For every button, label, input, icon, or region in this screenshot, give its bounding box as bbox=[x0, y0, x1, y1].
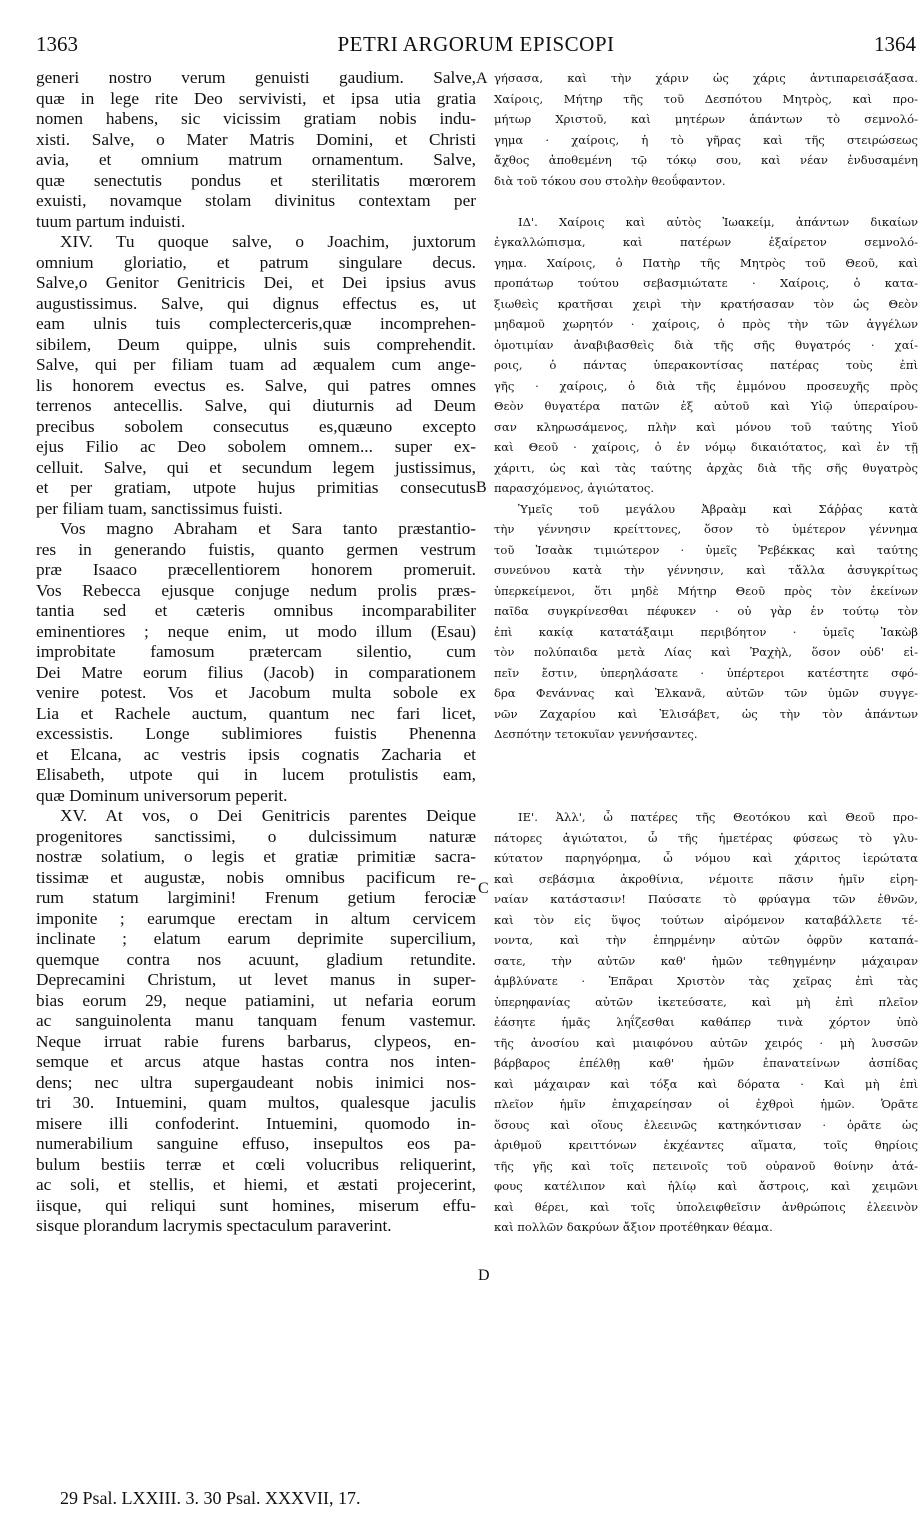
text-line: ὅσους καὶ οἵους ἐλεεινῶς κατηκόντισαν · ὁρᾶτε ὡς bbox=[494, 1117, 918, 1132]
text-line: γημα · χαίροις, ἡ τὸ γῆρας καὶ τῆς στειρώσεως bbox=[494, 132, 918, 147]
text-line: βάρβαρος ἐπέλθῃ καθ' ἡμῶν ἐπανατείνων ἀσπίδας bbox=[494, 1056, 918, 1070]
text-line: κύτατον παρηγόρημα, ὦ νόμου καὶ χάριτος ἱερώτατα bbox=[494, 851, 918, 865]
text-line: sisque plorandum lacrymis spectaculum paraverint. bbox=[36, 1216, 392, 1235]
text-line: φους κατέλιπον καὶ ἡλίῳ καὶ ἄστροις, καὶ χειμῶνι bbox=[494, 1179, 918, 1193]
text-line: per filiam tuam, sanctissimus fuisti. bbox=[36, 498, 283, 518]
text-line: semque et arcus atque hastas contra nos inten- bbox=[36, 1052, 476, 1071]
page-number-left: 1363 bbox=[36, 32, 78, 56]
latin-column bbox=[36, 68, 476, 1237]
text-line: καὶ τὸν εἰς ὕψος τούτων αἰρόμενον καταβάλλετε τέ- bbox=[494, 912, 918, 927]
text-line: Vos magno Abraham et Sara tanto præstantio- bbox=[60, 519, 476, 538]
margin-marker-b: B bbox=[476, 479, 487, 496]
greek-paragraph bbox=[494, 68, 918, 191]
text-line: καὶ μάχαιραν καὶ τόξα καὶ δόρατα · Καὶ μὴ ἐπὶ bbox=[494, 1076, 918, 1091]
text-line: καὶ θέρει, καὶ τοῖς ὑπολειφθεῖσιν ἀνθρώποις ἐλεεινὸν bbox=[494, 1199, 918, 1214]
text-line: eam ulnis tuis complecterceris,quæ incomprehen- bbox=[36, 314, 476, 333]
text-line: tissimæ et augustæ, nobis omnibus pacificum re- bbox=[36, 867, 476, 887]
text-line: misere illi confoderint. Intuemini, quomodo in- bbox=[36, 1113, 476, 1133]
text-line: Salve, qui per filiam tuam ad æqualem cum ange- bbox=[36, 355, 476, 374]
text-line: πεῖν ἔστιν, ὑπερηλάσατε · ὑπέρτεροι κατέστητε σφό- bbox=[494, 665, 918, 680]
text-line: γῆς · χαίροις, ὁ διὰ τῆς ἐμμόνου προσευχῆς πρὸς bbox=[494, 378, 918, 393]
page-header bbox=[36, 32, 916, 56]
text-line: terrenos antecellis. Salve, qui diuturnis ad Deum bbox=[36, 396, 476, 415]
text-line: generi nostro verum genuisti gaudium. Salve, bbox=[36, 68, 476, 87]
text-line: quæ in lege rite Deo servivisti, et ipsa utia gratia bbox=[36, 88, 476, 108]
text-line: πλεῖον ἡμῖν ἐπιχαρείησαν οἱ ἐχθροὶ ἡμῶν. Ὁρᾶτε bbox=[494, 1097, 918, 1111]
text-line: XIV. Tu quoque salve, o Joachim, juxtorum bbox=[60, 232, 476, 251]
text-line: Elisabeth, utpote qui in lucem protulistis eam, bbox=[36, 765, 476, 784]
greek-paragraph bbox=[494, 212, 918, 499]
page-number-right: 1364 bbox=[874, 32, 916, 56]
latin-paragraph bbox=[36, 806, 476, 1237]
text-line: νοντα, καὶ τὴν ἐπηρμένην αὐτῶν ὀφρῦν καταπά- bbox=[494, 933, 918, 947]
text-line: precibus sobolem consecutus es,quæuno excepto bbox=[36, 416, 476, 436]
text-line: ΙΔ'. Χαίροις καὶ αὐτὸς Ἰωακείμ, ἁπάντων δικαίων bbox=[518, 214, 918, 229]
text-line: nostræ solatium, o legis et gratiæ primitiæ sacra- bbox=[36, 847, 476, 866]
running-title: PETRI ARGORUM EPISCOPI bbox=[337, 32, 615, 56]
greek-paragraph bbox=[494, 807, 918, 1238]
text-line: ΙΕ'. Ἀλλ', ὦ πατέρες τῆς Θεοτόκου καὶ Θεοῦ προ- bbox=[518, 810, 918, 824]
text-line: et per gratiam, utpote hujus primitias consecutus bbox=[36, 478, 476, 497]
margin-marker-c: C bbox=[478, 880, 489, 897]
text-line: ξιωθεὶς κρατῆσαι χειρὶ τὴν κρατήσασαν τὸν ὡς Θεὸν bbox=[494, 296, 918, 311]
text-line: τῆς γῆς καὶ τοῖς πετεινοῖς τοῦ οὐρανοῦ θοίνην ἀτά- bbox=[494, 1158, 918, 1173]
text-line: tri 30. Intuemini, quam multos, qualesque jaculis bbox=[36, 1093, 476, 1112]
text-line: excessistis. Longe sublimiores fuistis Phenenna bbox=[36, 724, 476, 743]
text-line: ejus Filio ac Deo sobolem omnem... super ex- bbox=[36, 437, 476, 456]
latin-paragraph bbox=[36, 519, 476, 806]
text-line: ναίαν κατάστασιν! Παύσατε τὸ φρύαγμα τῶν ἐθνῶν, bbox=[494, 892, 918, 906]
text-line: ἐγκαλλώπισμα, καὶ πατέρων ἐξαίρετον σεμνολό- bbox=[494, 235, 918, 249]
text-line: γήσασα, καὶ τὴν χάριν ὡς χάρις ἀντιπαρεισάξασα. bbox=[494, 71, 918, 85]
text-line: ἀμβλύνατε · Ἐπᾶραι Χριστὸν τὰς χεῖρας ἐπὶ τὰς bbox=[494, 974, 918, 988]
text-line: καὶ σεβάσμια ἀκροθίνια, νέμοιτε πᾶσιν ἡμῖν εἰρη- bbox=[494, 871, 918, 886]
text-line: numerabilium sanguine effuso, insepultos eos pa- bbox=[36, 1134, 476, 1153]
greek-column bbox=[494, 68, 918, 1238]
text-line: Salve,o Genitor Genitricis Dei, et Dei ipsius avus bbox=[36, 273, 476, 292]
text-line: ἐάσητε ἡμᾶς ληΐζεσθαι καθάπερ τινὰ χόρτον ὑπὸ bbox=[494, 1015, 918, 1029]
text-line: rum statum largimini! Frenum getium ferociæ bbox=[36, 888, 476, 907]
text-line: quæ Dominum universorum peperit. bbox=[36, 785, 288, 805]
text-line: quæ senectutis pondus et sterilitatis mœrorem bbox=[36, 170, 476, 190]
text-line: Δεσπότην τετοκυῖαν γεννήσαντες. bbox=[494, 727, 698, 741]
text-line: lis honorem evectus es. Salve, qui patres omnes bbox=[36, 375, 476, 395]
text-line: παρασχόμενος, ἁγιώτατος. bbox=[494, 481, 655, 495]
text-line: tantia sed et cæteris omnibus incomparabiliter bbox=[36, 601, 476, 620]
text-line: imponite ; earumque erectam in altum cervicem bbox=[36, 908, 476, 928]
text-line: συνεύνου κατὰ τὴν γέννησιν, καὶ τἄλλα ἀσυγκρίτως bbox=[494, 563, 918, 577]
text-line: πάτορες ἁγιώτατοι, ὦ τῆς ἡμετέρας φύσεως τὸ γλυ- bbox=[494, 830, 918, 845]
text-line: ἀριθμοῦ κρειττόνων ἐκχέαντες αἵματα, τοῖς θηρίοις bbox=[494, 1138, 918, 1152]
latin-paragraph bbox=[36, 68, 476, 232]
text-line: improbitate famosum prætercam silentio, cum bbox=[36, 642, 476, 661]
text-line: progenitores sanctissimi, o dulcissimum naturæ bbox=[36, 826, 476, 846]
text-line: augustissimus. Salve, qui dignus effectus es, ut bbox=[36, 293, 476, 313]
text-line: Ὑμεῖς τοῦ μεγάλου Ἀβραὰμ καὶ Σάῤῥας κατὰ bbox=[518, 501, 918, 516]
text-line: Deprecamini Christum, ut levet manus in super- bbox=[36, 970, 476, 989]
text-line: ὁμοτιμίαν ἀναβιβασθεὶς διὰ τῆς σῆς θυγατρός · χαί- bbox=[494, 337, 918, 352]
latin-paragraph bbox=[36, 232, 476, 519]
text-line: ἄχθος ἀποθεμένη τῷ τόκῳ σου, καὶ νέαν ἐνδυσαμένη bbox=[494, 153, 918, 167]
text-line: ὑπερκείμενοι, ὅτι μηδὲ Μήτηρ Θεοῦ πρὸς τὸν ἐκείνων bbox=[494, 583, 918, 598]
text-line: celluit. Salve, qui et secundum legem justissimus, bbox=[36, 457, 476, 477]
greek-paragraph bbox=[494, 499, 918, 745]
text-line: omnium gloriatio, et patrum singulare decus. bbox=[36, 252, 476, 272]
text-line: παῖδα συγκρίνεσθαι πέφυκεν · οὐ γὰρ ἐν τούτῳ τὸν bbox=[494, 604, 918, 618]
text-line: ροις, ὁ πάντας ὑπερακοντίσας πατέρας τοὺς ἐπὶ bbox=[494, 358, 918, 372]
text-line: μήτωρ Χριστοῦ, καὶ μητέρων ἁπάντων τὸ σεμνολό- bbox=[494, 112, 918, 126]
text-line: avia, et omnium matrum ornamentum. Salve, bbox=[36, 150, 476, 169]
text-line: νῶν Ζαχαρίου καὶ Ἐλισάβετ, ὡς τὴν τὸν ἁπάντων bbox=[494, 706, 918, 721]
text-line: τὸν πολύπαιδα μετὰ Λίας καὶ Ῥαχὴλ, ὅσον οὐδ' εἰ- bbox=[494, 645, 918, 659]
text-line: sibilem, Deum quippe, ulnis suis comprehendit. bbox=[36, 334, 476, 354]
text-line: γημα. Χαίροις, ὁ Πατὴρ τῆς Μητρὸς τοῦ Θεοῦ, καὶ bbox=[494, 255, 918, 270]
text-line: bulum bestiis terræ et cœli volucribus reliquerint, bbox=[36, 1154, 476, 1174]
text-line: σατε, τὴν αὐτῶν καθ' ἡμῶν τεθηγμένην μάχαιραν bbox=[494, 953, 918, 968]
text-line: dens; nec ultra supergaudeant nobis inimici nos- bbox=[36, 1072, 476, 1092]
text-line: Χαίροις, Μήτηρ τῆς τοῦ Δεσπότου Μητρὸς, καὶ προ- bbox=[494, 91, 918, 106]
margin-marker-a: A bbox=[476, 70, 488, 87]
text-line: iisque, qui reliqui sunt homines, miserum effu- bbox=[36, 1195, 476, 1215]
text-line: μηδαμοῦ χωρητόν · χαίροις, ὁ πρὸς τὴν τῶν ἀγγέλων bbox=[494, 317, 918, 331]
text-line: προπάτωρ τούτου σεβασμιώτατε · Χαίροις, ὁ κατα- bbox=[494, 276, 918, 290]
text-line: nomen habens, sic vicissim gratiam nobis indu- bbox=[36, 109, 476, 128]
text-line: quemque contra nos acuunt, gladium retundite. bbox=[36, 949, 476, 969]
text-line: χάριτι, ὡς καὶ τὰς ταύτης ἀρχὰς διὰ τῆς σῆς θυγατρὸς bbox=[494, 460, 918, 475]
text-line: et Elcana, ac vestris ipsis cognatis Zacharia et bbox=[36, 744, 476, 764]
text-line: Dei Matre eorum filius (Jacob) in comparationem bbox=[36, 662, 476, 682]
text-line: τῆς ἀνοσίου καὶ μιαιφόνου αὐτῶν χειρός · μὴ λυσσῶν bbox=[494, 1035, 918, 1050]
text-line: καὶ Θεοῦ · χαίροις, ὁ ἐν νόμῳ δικαιότατος, καὶ ἐν τῇ bbox=[494, 440, 918, 454]
text-line: ἐπὶ κακίᾳ κατατάξαιμι περιβόητον · ὑμεῖς Ἰακὼβ bbox=[494, 624, 918, 639]
text-line: Neque irruat rabie furens barbarus, clypeos, en- bbox=[36, 1031, 476, 1051]
text-line: καὶ πολλῶν δακρύων ἄξιον προτέθηκαν θέαμα. bbox=[494, 1220, 773, 1234]
text-line: ὑπερηφανίας αὐτῶν ἱκετεύσατε, καὶ μὴ ἐπὶ πλεῖον bbox=[494, 994, 918, 1009]
text-line: bias eorum 29, neque patiamini, ut nefaria eorum bbox=[36, 990, 476, 1010]
text-line: Θεὸν θυγατέρα πατῶν ἐξ αὐτοῦ καὶ Υἱῷ ὑπεραίρου- bbox=[494, 399, 918, 413]
text-line: inclinate ; elatum earum deprimite supercilium, bbox=[36, 929, 476, 948]
text-line: xisti. Salve, o Mater Matris Domini, et Christi bbox=[36, 129, 476, 149]
text-line: tuum partum induisti. bbox=[36, 211, 186, 231]
text-line: Lia et Rachele auctum, quantum nec fari licet, bbox=[36, 703, 476, 723]
text-line: ac soli, et stellis, et hiemi, et æstati projecerint, bbox=[36, 1175, 476, 1194]
margin-marker-d: D bbox=[478, 1267, 490, 1284]
text-line: ac sanguinolenta manu tanquam fenum vastemur. bbox=[36, 1011, 476, 1030]
text-line: eminentiores ; neque enim, ut modo illum (Esau) bbox=[36, 621, 476, 641]
text-line: XV. At vos, o Dei Genitricis parentes Deique bbox=[60, 806, 476, 825]
text-line: res in generando fuistis, quanto germen vestrum bbox=[36, 539, 476, 559]
text-line: τοῦ Ἰσαὰκ τιμιώτερον · ὑμεῖς Ῥεβέκκας καὶ ταύτης bbox=[494, 542, 918, 557]
text-line: præ Isaaco præcellentiorem honorem promeruit. bbox=[36, 560, 476, 579]
text-line: exuisti, novamque stolam divinitus contextam per bbox=[36, 191, 476, 210]
footnotes: 29 Psal. LXXIII. 3. 30 Psal. XXXVII, 17. bbox=[60, 1488, 361, 1508]
text-line: δρα Φεvάννας καὶ Ἐλκανᾶ, αὐτῶν τῶν ὑμῶν συγγε- bbox=[494, 686, 918, 700]
text-line: venire potest. Vos et Jacobum multa sobole ex bbox=[36, 683, 476, 702]
text-line: Vos Rebecca ejusque conjuge nedum prolis præs- bbox=[36, 580, 476, 600]
text-line: τὴν γέννησιν κρείττονες, ὅσον τὸ ὑμέτερον γέννημα bbox=[494, 522, 918, 536]
text-line: σαν κληρωσάμενος, πλὴν καὶ μόνου τοῦ ταύτης Υἱοῦ bbox=[494, 419, 918, 434]
text-line: διὰ τοῦ τόκου σου στολὴν θεοΰφαντον. bbox=[494, 173, 726, 188]
